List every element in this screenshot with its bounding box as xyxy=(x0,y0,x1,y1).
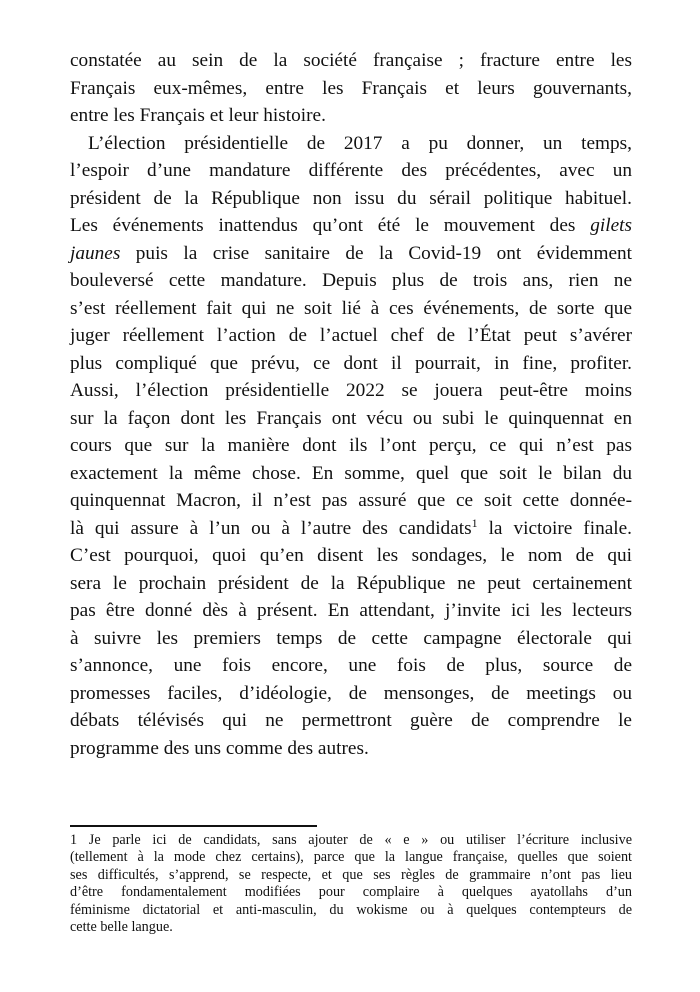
text-line xyxy=(70,597,632,625)
footnotes xyxy=(70,832,632,936)
text-segment: promesses faciles, d’idéologie, de mensonges, de meetings ou xyxy=(70,682,632,704)
text-segment: là qui assure à l’un ou à l’autre des candidats xyxy=(70,517,472,539)
text-segment: Aussi, l’élection présidentielle 2022 se jouera peut-être moins xyxy=(70,380,632,401)
text-segment: s’annonce, une fois encore, une fois de plus, source de xyxy=(70,655,632,676)
text-segment: 1 Je parle ici de candidats, sans ajouter de « e » ou utiliser l’écriture inclusive xyxy=(70,832,632,848)
text-line xyxy=(70,130,632,158)
text-segment: pas être donné dès à présent. En attendant, j’invite ici les lecteurs xyxy=(70,600,632,621)
text-line xyxy=(70,350,632,378)
text-line xyxy=(70,405,632,433)
text-line xyxy=(70,47,632,75)
text-segment: programme des uns comme des autres. xyxy=(70,737,369,759)
text-segment: sera le prochain président de la République ne peut certainement xyxy=(70,572,632,594)
text-segment: à suivre les premiers temps de cette campagne électorale qui xyxy=(70,627,632,649)
text-line xyxy=(70,322,632,350)
text-line xyxy=(70,267,632,295)
text-segment: (tellement à la mode chez certains), parce que la langue française, quelles que soient xyxy=(70,849,632,866)
text-segment: L’élection présidentielle de 2017 a pu donner, un temps, xyxy=(88,132,632,154)
footnote-line xyxy=(70,849,632,866)
text-line xyxy=(70,515,632,543)
text-line xyxy=(70,735,632,763)
text-segment: Français eux-mêmes, entre les Français et leurs gouvernants, xyxy=(70,77,632,99)
text-segment: entre les Français et leur histoire. xyxy=(70,105,326,126)
text-segment: président de la République non issu du sérail politique habituel. xyxy=(70,187,632,209)
text-line xyxy=(70,212,632,240)
text-segment: exactement la même chose. En somme, quel que soit le bilan du xyxy=(70,462,632,484)
text-segment: ses difficultés, s’apprend, se respecte, et que ses règles de grammaire n’ont pas lieu xyxy=(70,866,632,883)
text-segment: Les événements inattendus qu’ont été le mouvement des xyxy=(70,215,591,236)
body-text xyxy=(70,47,632,762)
text-line xyxy=(70,570,632,598)
text-line xyxy=(70,432,632,460)
footnote-separator xyxy=(70,825,317,827)
text-segment: cours que sur la manière dont ils l’ont perçu, ce qui n’est pas xyxy=(70,435,632,456)
text-segment: bouleversé cette mandature. Depuis plus de trois ans, rien ne xyxy=(70,270,632,291)
text-segment: juger réellement l’action de l’actuel chef de l’État peut s’avérer xyxy=(70,325,632,346)
text-segment: d’être fondamentalement modifiées pour complaire à quelques ayatollahs d’un xyxy=(70,884,632,901)
text-segment: s’est réellement fait qui ne soit lié à ces événements, de sorte que xyxy=(70,297,632,319)
text-line xyxy=(70,707,632,735)
text-segment: constatée au sein de la société française ; fracture entre les xyxy=(70,50,632,71)
italic-text: gilets xyxy=(590,215,632,236)
text-line xyxy=(70,680,632,708)
footnote-line xyxy=(70,902,632,919)
text-segment: cette belle langue. xyxy=(70,918,173,935)
italic-text: jaunes xyxy=(70,242,121,264)
text-segment: la victoire finale. xyxy=(477,517,633,539)
text-line xyxy=(70,295,632,323)
text-line xyxy=(70,652,632,680)
text-line xyxy=(70,625,632,653)
text-segment: sur la façon dont les Français ont vécu ou subi le quinquennat en xyxy=(70,407,632,429)
text-line xyxy=(70,157,632,185)
text-line xyxy=(70,377,632,405)
text-line xyxy=(70,460,632,488)
text-segment: puis la crise sanitaire de la Covid-19 ont évidemment xyxy=(120,242,632,264)
footnote-line xyxy=(70,832,632,849)
text-line xyxy=(70,102,632,130)
text-segment: débats télévisés qui ne permettront guère de comprendre le xyxy=(70,710,632,731)
footnote-line xyxy=(70,884,632,901)
text-line xyxy=(70,75,632,103)
footnote-line xyxy=(70,919,632,936)
footnote-ref[interactable]: 1 xyxy=(471,515,478,530)
text-line xyxy=(70,240,632,268)
text-segment: l’espoir d’une mandature différente des précédentes, avec un xyxy=(70,160,632,181)
footnote-line xyxy=(70,867,632,884)
text-segment: plus compliqué que prévu, ce dont il pourrait, in fine, profiter. xyxy=(70,352,632,374)
text-line xyxy=(70,487,632,515)
text-line xyxy=(70,542,632,570)
text-segment: quinquennat Macron, il n’est pas assuré que ce soit cette donnée- xyxy=(70,490,632,511)
text-segment: C’est pourquoi, quoi qu’en disent les sondages, le nom de qui xyxy=(70,545,632,566)
text-line xyxy=(70,185,632,213)
text-segment: féminisme dictatorial et anti-masculin, du wokisme ou à quelques contempteurs de xyxy=(70,901,632,918)
